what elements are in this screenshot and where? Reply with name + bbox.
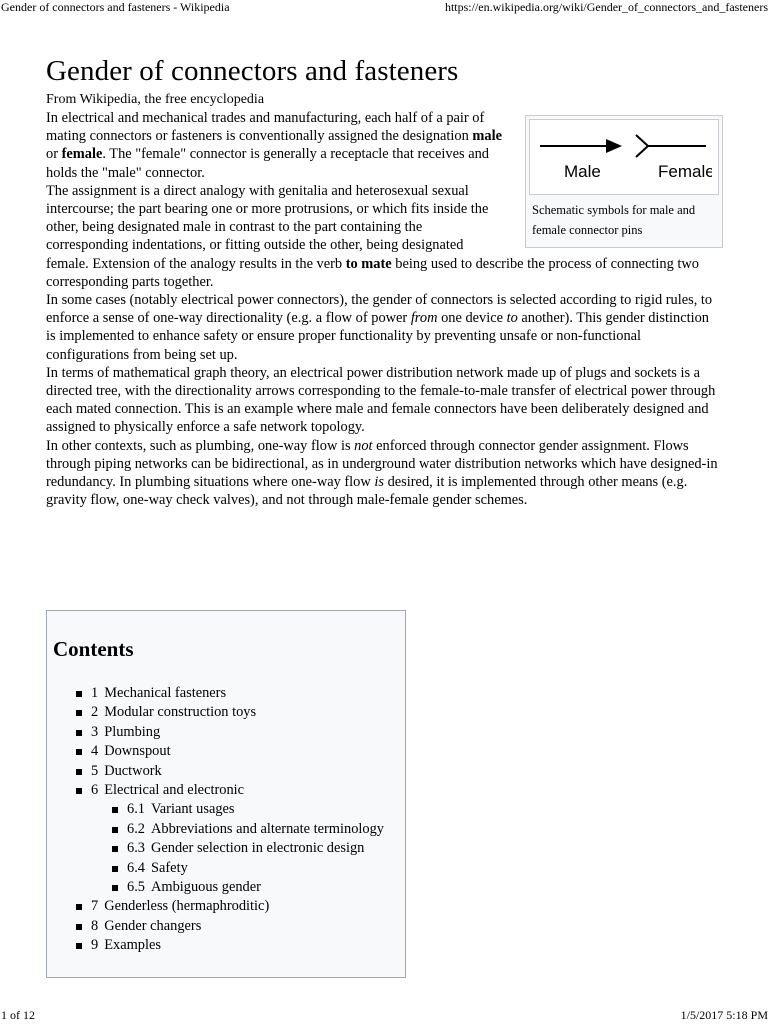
toc-item[interactable] [111, 820, 384, 839]
p5-text-a: In other contexts, such as plumbing, one-way flow is [46, 437, 355, 454]
toc-item[interactable] [75, 781, 384, 800]
p1-text-c: . The "female" connector is generally a receptacle that receives and holds the "male" connector. [46, 146, 489, 181]
p2-text-a: The assignment is a direct analogy with genitalia and heterosexual sexual intercourse; the part bearing one or more protrusions, or which fits inside the other, being designated male in contrast to the part containing the corresponding indentations, or fitting outside the other, being designated female. Extension of the analogy results in the verb [46, 182, 489, 272]
toc-item[interactable] [111, 839, 384, 858]
p5-text-b: enforced through connector gender assignment. Flows through piping networks can be bidirectional, as in underground water distribution networks which have designed-in redundancy. In plumbing situations where one-way flow [46, 437, 718, 491]
toc-item[interactable] [75, 703, 384, 722]
toc-item-number: 2 [91, 704, 99, 721]
female-label: Female [658, 162, 712, 181]
toc-item-label[interactable]: Genderless (hermaphroditic) [104, 898, 270, 915]
toc-item-label[interactable]: Plumbing [104, 723, 161, 740]
toc-item-label[interactable]: Examples [104, 937, 161, 954]
male-arrow-head [606, 139, 622, 153]
toc-title: Contents [53, 637, 134, 661]
toc-item-label[interactable]: Abbreviations and alternate terminology [151, 820, 384, 837]
toc-item-number: 6.3 [127, 840, 145, 857]
print-header [0, 0, 768, 16]
toc-item-number: 1 [91, 685, 99, 701]
p5-text-c: desired, it is implemented through other means (e.g. gravity flow, one-way check valves), and not through male-female gender schemes. [46, 474, 688, 509]
toc-item-label[interactable]: Downspout [104, 743, 171, 760]
toc-item-number: 3 [91, 723, 99, 740]
p3-text-a: In some cases (notably electrical power connectors), the gender of connectors is selected according to rigid rules, to enforce a sense of one-way directionality (e.g. a flow of power [46, 292, 713, 327]
p1-bold-female: female [61, 146, 103, 163]
toc-item-label[interactable]: Electrical and electronic [104, 782, 245, 799]
p2-text-c: being used to describe the process of connecting two corresponding parts together. [46, 255, 699, 290]
toc-item[interactable] [75, 742, 384, 761]
toc-item[interactable] [75, 723, 384, 742]
toc-item[interactable] [111, 878, 384, 897]
p1-bold-male: male [472, 128, 502, 145]
toc-item[interactable] [111, 859, 384, 878]
female-chevron [636, 135, 648, 157]
p3-text-b: one device [437, 310, 507, 327]
toc-item-number: 6.2 [127, 820, 145, 837]
toc-item-label[interactable]: Safety [151, 859, 188, 876]
toc-item-label[interactable]: Gender selection in electronic design [151, 840, 365, 857]
p1-text-a: In electrical and mechanical trades and manufacturing, each half of a pair of mating connectors or fasteners is conventionally assigned the designation [46, 110, 485, 145]
male-female-symbol-icon [530, 120, 712, 194]
male-label: Male [564, 162, 601, 181]
p3-text-c: another). This gender distinction is implemented to enhance safety or ensure proper functionality by preventing unsafe or non-functional configurations from being set up. [46, 310, 709, 363]
toc-item-number: 4 [91, 743, 99, 760]
toc-item[interactable] [75, 684, 384, 703]
toc-item-number: 6.5 [127, 879, 145, 896]
figure-caption: Schematic symbols for male and female connector pins [532, 203, 696, 237]
article-content [46, 52, 722, 509]
toc-item[interactable] [75, 917, 384, 936]
toc-item[interactable] [75, 897, 384, 916]
page-title: Gender of connectors and fasteners [46, 55, 459, 87]
p1-text-or: or [46, 146, 62, 163]
toc-item-label[interactable]: Variant usages [151, 801, 235, 818]
print-header-url[interactable]: https://en.wikipedia.org/wiki/Gender_of_connectors_and_fasteners [444, 0, 768, 14]
toc-item[interactable] [75, 762, 384, 781]
toc-item-number: 5 [91, 762, 99, 779]
paragraph-5 [46, 437, 722, 510]
paragraph-3 [46, 291, 722, 364]
print-footer [0, 1008, 768, 1024]
toc-item-number: 9 [91, 937, 99, 954]
toc-item-label[interactable]: Ambiguous gender [151, 879, 261, 896]
toc-item[interactable] [111, 800, 384, 819]
print-datetime: 1/5/2017 5:18 PM [680, 1008, 768, 1022]
toc-item-label[interactable]: Modular construction toys [104, 704, 257, 721]
table-of-contents [46, 610, 406, 978]
toc-item-label[interactable]: Ductwork [104, 762, 162, 779]
tagline: From Wikipedia, the free encyclopedia [46, 92, 265, 107]
p3-italic-to: to [506, 310, 518, 327]
p3-italic-from: from [410, 310, 438, 327]
toc-item-number: 6.4 [127, 859, 145, 876]
p5-italic-not: not [354, 437, 373, 454]
toc-item-number: 6 [91, 782, 99, 799]
toc-item-number: 7 [91, 898, 99, 915]
toc-item-label[interactable]: Gender changers [104, 917, 202, 934]
figure-image[interactable] [529, 119, 719, 195]
toc-list [75, 684, 384, 956]
p2-bold-to-mate[interactable]: to mate [345, 255, 392, 272]
toc-item[interactable] [75, 936, 384, 955]
print-header-title: Gender of connectors and fasteners - Wikipedia [1, 0, 230, 14]
figure-thumb [525, 115, 723, 248]
page-number: 1 of 12 [1, 1008, 35, 1022]
toc-item-label[interactable]: Mechanical fasteners [104, 685, 227, 701]
p5-italic-is: is [374, 474, 384, 491]
paragraph-4: In terms of mathematical graph theory, an electrical power distribution network made up of plugs and sockets is a directed tree, with the directionality arrows corresponding to the female-to-male transfer of electrical power through each mated connection. This is an example where male and female connectors have been deliberately designed and assigned to physically enforce a safe network topology. [46, 364, 716, 436]
toc-item-number: 8 [91, 917, 99, 934]
toc-item-number: 6.1 [127, 801, 145, 818]
